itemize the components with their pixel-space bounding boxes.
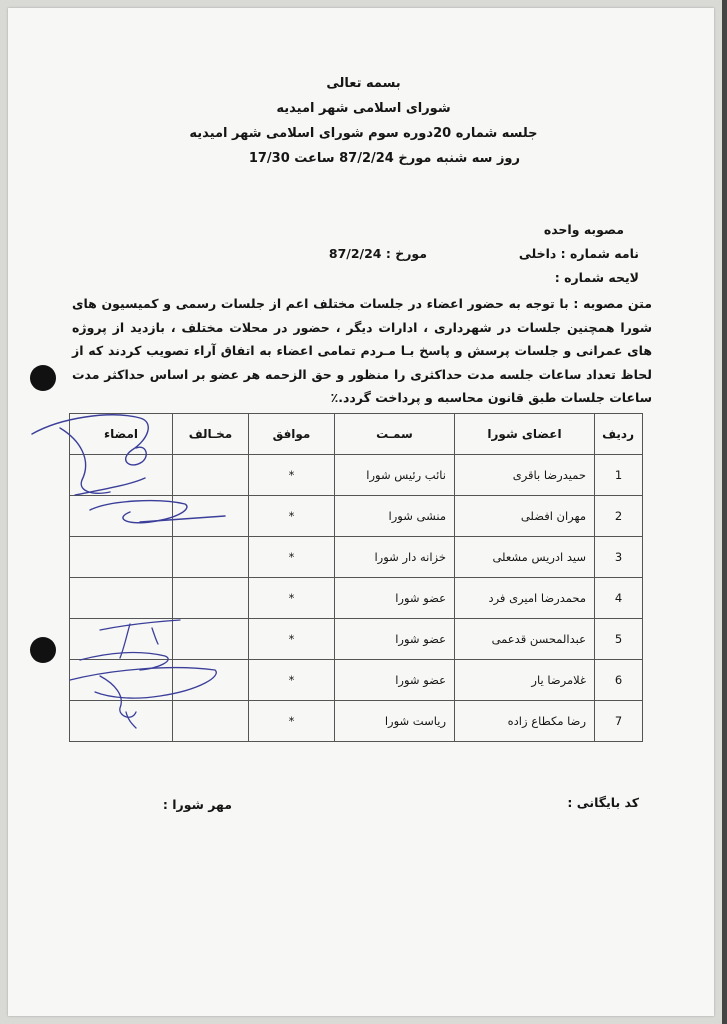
resolution-title: مصوبه واحده: [543, 222, 624, 237]
table-row: [70, 660, 643, 701]
row-index: 6: [595, 660, 643, 701]
row-member-name: سید ادریس مشعلی: [455, 537, 595, 578]
row-agree-mark: *: [249, 537, 335, 578]
row-signature-cell: [70, 537, 173, 578]
header-date-time: روز سه شنبه مورخ 87/2/24 ساعت 17/30: [248, 151, 520, 166]
row-signature-cell: [70, 701, 173, 742]
table-row: [70, 455, 643, 496]
table-row: [70, 496, 643, 537]
header-index: ردیف: [595, 414, 643, 455]
row-index: 5: [595, 619, 643, 660]
row-member-name: محمدرضا امیری فرد: [455, 578, 595, 619]
punch-hole-icon: [30, 637, 56, 663]
table-header-row: [70, 414, 643, 455]
row-oppose-cell: [173, 578, 249, 619]
row-signature-cell: [70, 455, 173, 496]
table-row: [70, 701, 643, 742]
row-index: 1: [595, 455, 643, 496]
row-oppose-cell: [173, 496, 249, 537]
letter-number: نامه شماره : داخلی: [518, 246, 639, 261]
council-seal-label: مهر شورا :: [162, 797, 232, 812]
row-signature-cell: [70, 619, 173, 660]
row-oppose-cell: [173, 619, 249, 660]
row-role: ریاست شورا: [335, 701, 455, 742]
table-row: [70, 578, 643, 619]
row-agree-mark: *: [249, 660, 335, 701]
row-signature-cell: [70, 578, 173, 619]
letter-date: مورخ : 87/2/24: [328, 246, 427, 261]
header-role: سمـت: [335, 414, 455, 455]
bill-number: لایحه شماره :: [554, 270, 639, 285]
punch-hole-icon: [30, 365, 56, 391]
row-signature-cell: [70, 496, 173, 537]
row-member-name: حمیدرضا باقری: [455, 455, 595, 496]
row-member-name: عبدالمحسن قدعمی: [455, 619, 595, 660]
row-oppose-cell: [173, 701, 249, 742]
row-role: منشی شورا: [335, 496, 455, 537]
header-session: جلسه شماره 20دوره سوم شورای اسلامی شهر امیدیه: [189, 126, 538, 141]
row-agree-mark: *: [249, 701, 335, 742]
row-oppose-cell: [173, 660, 249, 701]
row-role: عضو شورا: [335, 660, 455, 701]
header-agree: موافق: [249, 414, 335, 455]
row-oppose-cell: [173, 455, 249, 496]
row-agree-mark: *: [249, 619, 335, 660]
row-signature-cell: [70, 660, 173, 701]
row-member-name: مهران افضلی: [455, 496, 595, 537]
row-member-name: غلامرضا یار: [455, 660, 595, 701]
row-role: خزانه دار شورا: [335, 537, 455, 578]
row-role: نائب رئیس شورا: [335, 455, 455, 496]
row-index: 2: [595, 496, 643, 537]
row-index: 7: [595, 701, 643, 742]
row-agree-mark: *: [249, 578, 335, 619]
table-row: [70, 619, 643, 660]
header-member: اعضای شورا: [455, 414, 595, 455]
row-index: 3: [595, 537, 643, 578]
row-index: 4: [595, 578, 643, 619]
row-agree-mark: *: [249, 455, 335, 496]
table-row: [70, 537, 643, 578]
row-oppose-cell: [173, 537, 249, 578]
header-bismillah: بسمه تعالی: [326, 76, 401, 91]
header-signature: امضاء: [70, 414, 173, 455]
row-member-name: رضا مکطاع زاده: [455, 701, 595, 742]
archive-code-label: کد بایگانی :: [567, 795, 639, 810]
header-oppose: مخـالف: [173, 414, 249, 455]
row-role: عضو شورا: [335, 619, 455, 660]
scan-edge: [722, 0, 727, 1024]
resolution-text: متن مصوبه : با توجه به حضور اعضاء در جلسات مختلف اعم از جلسات رسمی و کمیسیون های شورا همچنین جلسات در شهرداری ، ادارات دیگر ، حضور در محلات مختلف ، بازدید از پروژه های عمرانی و جلسات پرسش و پاسخ بـا مـردم تمامی اعضاء به اتفاق آراء تصویب کردند که از لحاظ تعداد ساعات جلسه مدت حداکثری را منظور و حق الزحمه هر عضو بر اساس حداکثر مدت ساعات جلسات طبق قانون محاسبه و پرداخت گردد.٪: [72, 296, 652, 405]
row-agree-mark: *: [249, 496, 335, 537]
row-role: عضو شورا: [335, 578, 455, 619]
members-vote-table: [69, 413, 643, 742]
header-council-name: شورای اسلامی شهر امیدیه: [276, 101, 451, 116]
